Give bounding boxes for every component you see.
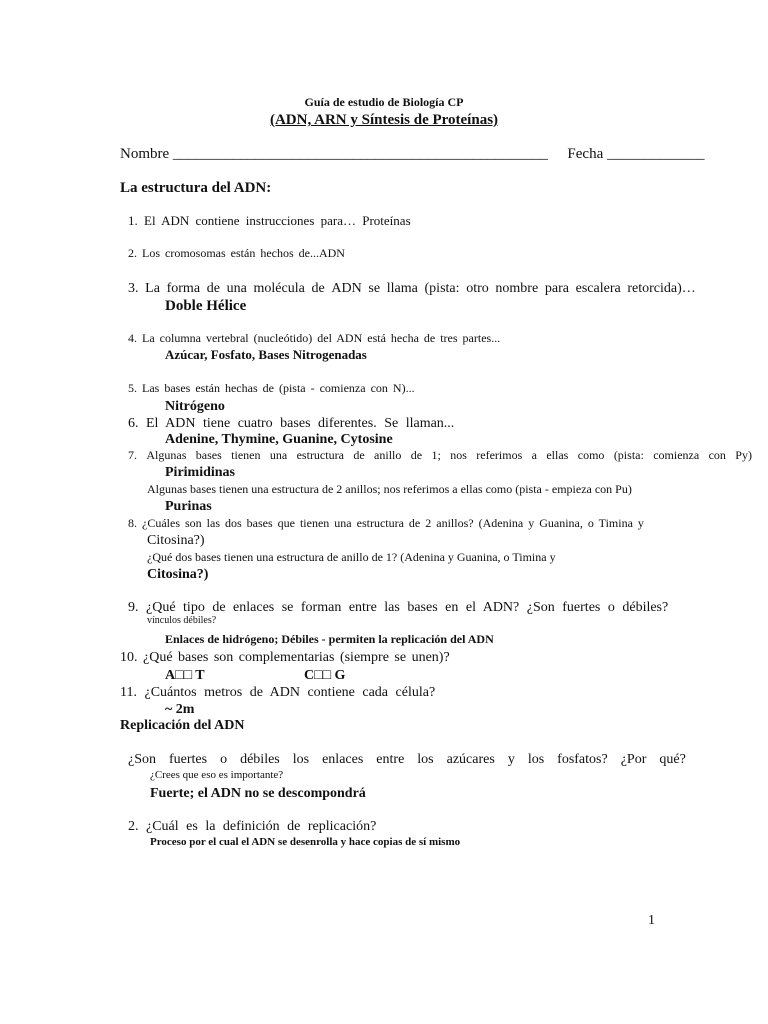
question-7: 7. Algunas bases tienen una estructura de anillo de 1; nos referimos a ellas como (pista: comienza con Py) [128,448,752,462]
question-8b: ¿Qué dos bases tienen una estructura de anillo de 1? (Adenina y Guanina, o Timina y [147,550,556,564]
answer-10-cg: C□□ G [304,668,346,683]
answer-7a: Pirimidinas [165,465,236,480]
question-2: 2. Los cromosomas están hechos de...ADN [128,246,345,260]
question-11: 11. ¿Cuántos metros de ADN contiene cada célula? [120,685,436,700]
answer-4: Azúcar, Fosfato, Bases Nitrogenadas [165,347,367,362]
question-1: 1. El ADN contiene instrucciones para… Proteínas [128,213,411,228]
page-number: 1 [648,913,655,928]
question-5: 5. Las bases están hechas de (pista - comienza con N)... [128,381,415,395]
date-blank[interactable]: _____________ [606,146,705,162]
name-date-line [120,147,704,162]
question-9: 9. ¿Qué tipo de enlaces se forman entre las bases en el ADN? ¿Son fuertes o débiles? [128,600,669,615]
question-6: 6. El ADN tiene cuatro bases diferentes. Se llaman... [128,416,455,431]
question-9-sub: vínculos débiles? [147,615,217,626]
answer-5: Nitrógeno [165,399,225,414]
question-4: 4. La columna vertebral (nucleótido) del ADN está hecha de tres partes... [128,331,501,345]
name-blank[interactable]: __________________________________________________ [172,146,548,162]
document-title: Guía de estudio de Biología CP [304,95,464,109]
answer-10-at: A□□ T [165,668,205,683]
replication-question-1-sub: ¿Crees que eso es importante? [150,769,284,781]
answer-8b: Citosina?) [147,567,209,582]
replication-question-2: 2. ¿Cuál es la definición de replicación? [128,819,377,834]
question-8-continued: Citosina?) [147,533,205,548]
date-label: Fecha [567,146,604,162]
answer-3: Doble Hélice [165,298,247,314]
question-7b: Algunas bases tienen una estructura de 2 anillos; nos referimos a ellas como (pista - empieza con Pu) [147,482,632,496]
section-heading-structure: La estructura del ADN: [120,180,272,196]
question-3: 3. La forma de una molécula de ADN se llama (pista: otro nombre para escalera retorcida)… [128,281,696,296]
document-subtitle: (ADN, ARN y Síntesis de Proteínas) [269,112,499,128]
answer-9: Enlaces de hidrógeno; Débiles - permiten la replicación del ADN [165,632,494,646]
answer-7b: Purinas [165,499,212,514]
answer-6: Adenine, Thymine, Guanine, Cytosine [165,432,393,447]
replication-question-1: ¿Son fuertes o débiles los enlaces entre los azúcares y los fosfatos? ¿Por qué? [128,752,686,767]
section-heading-replication: Replicación del ADN [120,718,245,733]
replication-answer-1: Fuerte; el ADN no se descompondrá [150,786,366,801]
replication-answer-2: Proceso por el cual el ADN se desenrolla y hace copias de sí mismo [150,836,461,848]
question-10: 10. ¿Qué bases son complementarias (siempre se unen)? [120,650,450,665]
name-label: Nombre [120,146,170,162]
answer-11: ~ 2m [165,702,195,717]
question-8: 8. ¿Cuáles son las dos bases que tienen una estructura de 2 anillos? (Adenina y Guanina, o Timina y [128,516,644,530]
